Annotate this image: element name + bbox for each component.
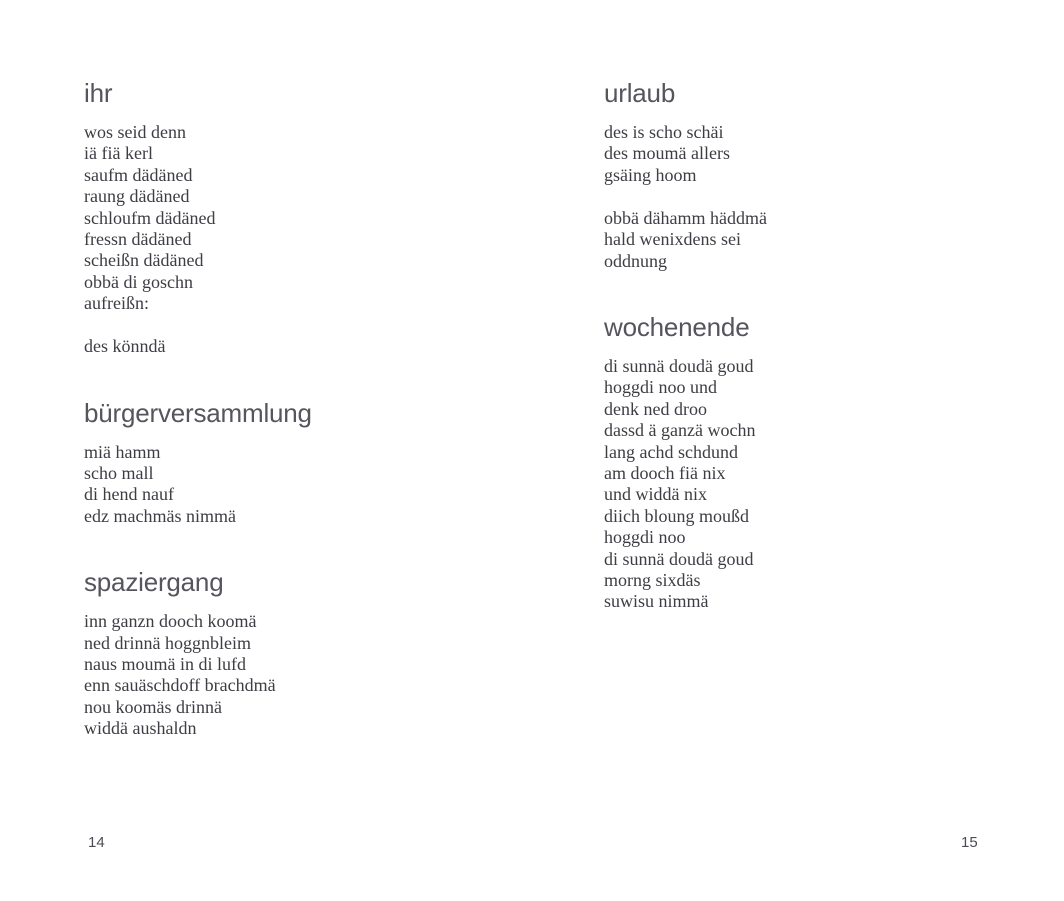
page-15-content — [604, 78, 1064, 653]
poem-title: spaziergang — [84, 567, 224, 598]
poem-line: saufm dädäned — [84, 164, 193, 185]
page-number-left: 14 — [88, 834, 105, 851]
poem-line: widdä aushaldn — [84, 718, 197, 739]
poem-line: und widdä nix — [604, 484, 707, 505]
poem-line: gsäing hoom — [604, 164, 697, 185]
poem-line: inn ganzn dooch koomä — [84, 611, 257, 632]
stanza — [604, 122, 1064, 186]
poem-line: miä hamm — [84, 441, 161, 462]
poem-line: suwisu nimmä — [604, 591, 709, 612]
poem-line: hald wenixdens sei — [604, 229, 741, 250]
poem-line: des könndä — [84, 336, 166, 357]
poem-line: nou koomäs drinnä — [84, 696, 222, 717]
poem-line: di sunnä doudä goud — [604, 548, 754, 569]
poem-line: hoggdi noo und — [604, 377, 718, 398]
poem-line: am dooch fiä nix — [604, 462, 726, 483]
poem-title: urlaub — [604, 78, 676, 108]
page-number-right: 15 — [961, 834, 978, 851]
poem-line: di sunnä doudä goud — [604, 355, 754, 376]
poem-line: hoggdi noo — [604, 527, 686, 548]
poem-line: di hend nauf — [84, 484, 174, 505]
poem-line: fressn dädäned — [84, 229, 192, 250]
poem-line: edz machmäs nimmä — [84, 505, 236, 526]
poem-line: obbä dähamm häddmä — [604, 207, 767, 228]
poem-section-bürgerversammlung — [84, 398, 544, 528]
stanza — [604, 356, 1064, 613]
poem-line: aufreißn: — [84, 293, 149, 314]
poem-line: ned drinnä hoggnbleim — [84, 632, 251, 653]
poem-line: enn sauäschdoff brachdmä — [84, 675, 276, 696]
stanza — [604, 208, 1064, 272]
poem-line: dassd ä ganzä wochn — [604, 420, 756, 441]
poem-line: des moumä allers — [604, 143, 730, 164]
page-14-content — [84, 78, 544, 780]
poem-title: wochenende — [604, 311, 750, 342]
poem-line: scheißn dädäned — [84, 250, 204, 271]
poem-line: denk ned droo — [604, 398, 707, 419]
poem-line: scho mall — [84, 462, 154, 483]
poem-line: schloufm dädäned — [84, 207, 216, 228]
poem-section-urlaub — [604, 78, 1064, 272]
poem-line: wos seid denn — [84, 122, 186, 142]
stanza — [84, 122, 544, 315]
stanza — [84, 442, 544, 528]
stanza — [84, 336, 544, 357]
poem-line: naus moumä in di lufd — [84, 654, 246, 674]
poem-line: diich bloung moußd — [604, 505, 749, 526]
stanza — [84, 611, 544, 739]
poem-line: obbä di goschn — [84, 271, 193, 292]
poem-line: oddnung — [604, 250, 667, 271]
poem-line: morng sixdäs — [604, 570, 701, 590]
poem-line: iä fiä kerl — [84, 143, 153, 164]
poem-title: bürgerversammlung — [84, 397, 312, 428]
poem-line: des is scho schäi — [604, 122, 724, 142]
poem-line: lang achd schdund — [604, 441, 738, 462]
poem-section-spaziergang — [84, 567, 544, 739]
poem-section-wochenende — [604, 312, 1064, 613]
poem-section-ihr — [84, 78, 544, 358]
poem-line: raung dädäned — [84, 186, 190, 207]
poem-title: ihr — [84, 78, 113, 108]
